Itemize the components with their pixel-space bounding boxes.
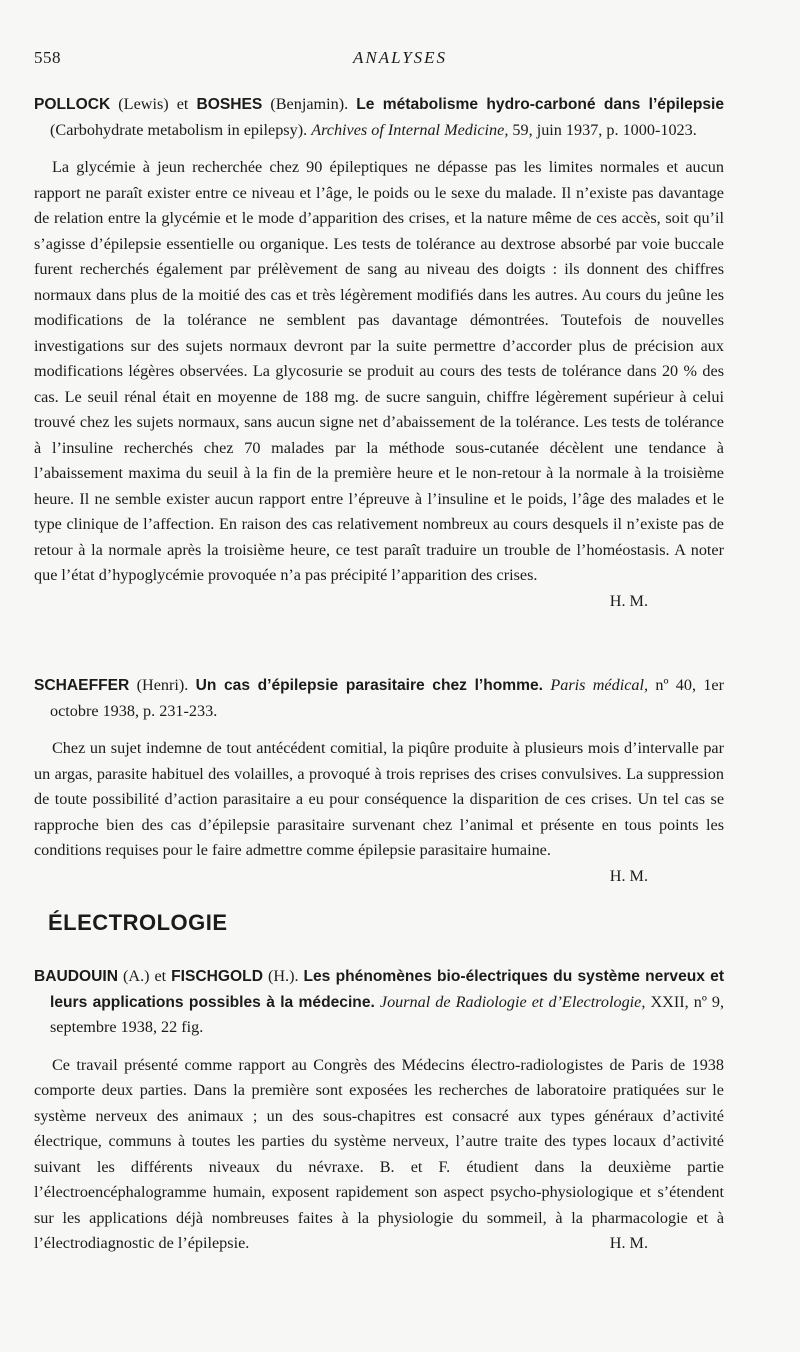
page-number: 558 xyxy=(34,48,61,67)
article-subtitle: (Carbohydrate metabolism in epilepsy). xyxy=(50,120,308,139)
citation-details: XXII, nº 9, septembre 1938, 22 fig. xyxy=(50,992,725,1036)
author-name: BOSHES xyxy=(196,96,263,113)
reviewer-signature: H. M. xyxy=(609,866,648,885)
abstract-entry-pollock xyxy=(34,92,724,614)
conjunction: et xyxy=(149,967,172,985)
author-firstname: (Lewis) xyxy=(118,95,169,113)
page-header xyxy=(34,48,766,72)
journal-name: Archives of Internal Medicine, xyxy=(311,120,509,139)
author-firstname: (H.). xyxy=(267,967,299,985)
abstract-entry-baudouin xyxy=(34,964,724,1257)
reviewer-signature: H. M. xyxy=(609,591,648,610)
journal-name: Paris médical, xyxy=(550,676,649,694)
running-head: ANALYSES xyxy=(352,48,448,67)
section-heading: ÉLECTROLOGIE xyxy=(48,910,228,935)
citation-details: nº 40, 1er octobre 1938, p. 231-233. xyxy=(50,676,724,720)
author-firstname: (Henri). xyxy=(136,676,189,694)
author-firstname: (A.) xyxy=(123,967,150,985)
journal-name: Journal de Radiologie et d’Electrologie, xyxy=(379,992,646,1011)
abstract-body: Ce travail présenté comme rapport au Congrès des Médecins électro-radiologistes de Paris de 1938 comporte deux parties. Dans la première sont exposées les recherches de laboratoire pratiquées sur le système nerveux des animaux ; un des sous-chapitres est consacré aux types généraux d’activité électrique, communs à toutes les parties du système nerveux, l’autre traite des types locaux d’activité suivant les différents niveaux du névraxe. B. et F. étudient dans la deuxième partie l’électroencéphalogramme humain, exposent rapidement son aspect psycho-physiologique et s’étendent sur les applications déjà nombreuses faites à la physiologie du sommeil, à la pharmacologie et à l’électrodiagnostic de l’épilepsie. xyxy=(34,1055,724,1252)
reference-citation xyxy=(34,964,724,1041)
abstract-body: La glycémie à jeun recherchée chez 90 épileptiques ne dépasse pas les limites normales et aucun rapport ne paraît exister entre ce niveau et l’âge, le poids ou le sexe du malade. Il n’existe pas davantage de relation entre la glycémie et le mode d’apparition des crises, et la nature même de ces accès, soit qu’il s’agisse d’épilepsie essentielle ou organique. Les tests de tolérance au dextrose absorbé par voie buccale furent recherchés également par prélèvement de sang au niveau des doigts : ils donnent des chiffres normaux dans plus de la moitié des cas et très légèrement modifiés dans les autres. Au cours du jeûne les modifications de la tolérance ne semblent pas davantage démontrées. Toutefois de nouvelles investigations sur des sujets normaux devront par la suite permettre d’accorder plus de précision aux modifications légères observées. La glycosurie se produit au cours des tests de tolérance dans 20 % des cas. Le seuil rénal était en moyenne de 188 mg. de sucre sanguin, chiffre légèrement supérieur à celui trouvé chez les sujets normaux, sans aucun signe net d’abaissement de la tolérance. Les tests de tolérance à l’insuline recherchés chez 70 malades par la méthode sous-cutanée décèlent une tendance à l’abaissement maxima du seuil à la fin de la première heure et le non-retour à la normale à la troisième heure. Il ne semble exister aucun rapport entre l’épreuve à l’insuline et le poids, l’âge des malades et le type clinique de l’affection. En raison des cas relativement nombreux au cours desquels il n’existe pas de retour à la normale après la troisième heure, ce test paraît traduire un trouble de l’homéostasis. A noter que l’état d’hypoglycémie provoquée n’a pas précipité l’apparition des crises. xyxy=(34,158,724,584)
article-title: Un cas d’épilepsie parasitaire chez l’homme. xyxy=(195,677,544,694)
abstract-entry-schaeffer xyxy=(34,673,724,889)
conjunction: et xyxy=(168,95,197,113)
author-name: SCHAEFFER xyxy=(34,677,130,694)
author-name: FISCHGOLD xyxy=(171,968,263,985)
article-title: Le métabolisme hydro-carboné dans l’épilepsie xyxy=(356,96,725,113)
abstract-body-wrap xyxy=(34,1053,724,1257)
author-firstname: (Benjamin). xyxy=(270,95,349,113)
reference-citation xyxy=(34,673,724,724)
citation-details: 59, juin 1937, p. 1000-1023. xyxy=(512,120,697,139)
reviewer-signature: H. M. xyxy=(609,1234,648,1252)
abstract-body: Chez un sujet indemne de tout antécédent comitial, la piqûre produite à plusieurs mois d’intervalle par un argas, parasite habituel des volailles, a provoqué à trois reprises des crises convulsives. La suppression de toute possibilité d’action parasitaire a eu pour conséquence la disparition de ces crises. Un tel cas se rapproche bien des cas d’épilepsie parasitaire survenant chez l’animal et présente en tous points les conditions requises pour le faire admettre comme épilepsie parasitaire humaine. xyxy=(34,739,724,859)
reference-citation xyxy=(34,92,724,143)
article-title: Les phénomènes bio-électriques du système nerveux et leurs applications possibles à la médecine. xyxy=(50,968,725,1011)
author-name: POLLOCK xyxy=(34,96,111,113)
author-name: BAUDOUIN xyxy=(34,968,119,985)
